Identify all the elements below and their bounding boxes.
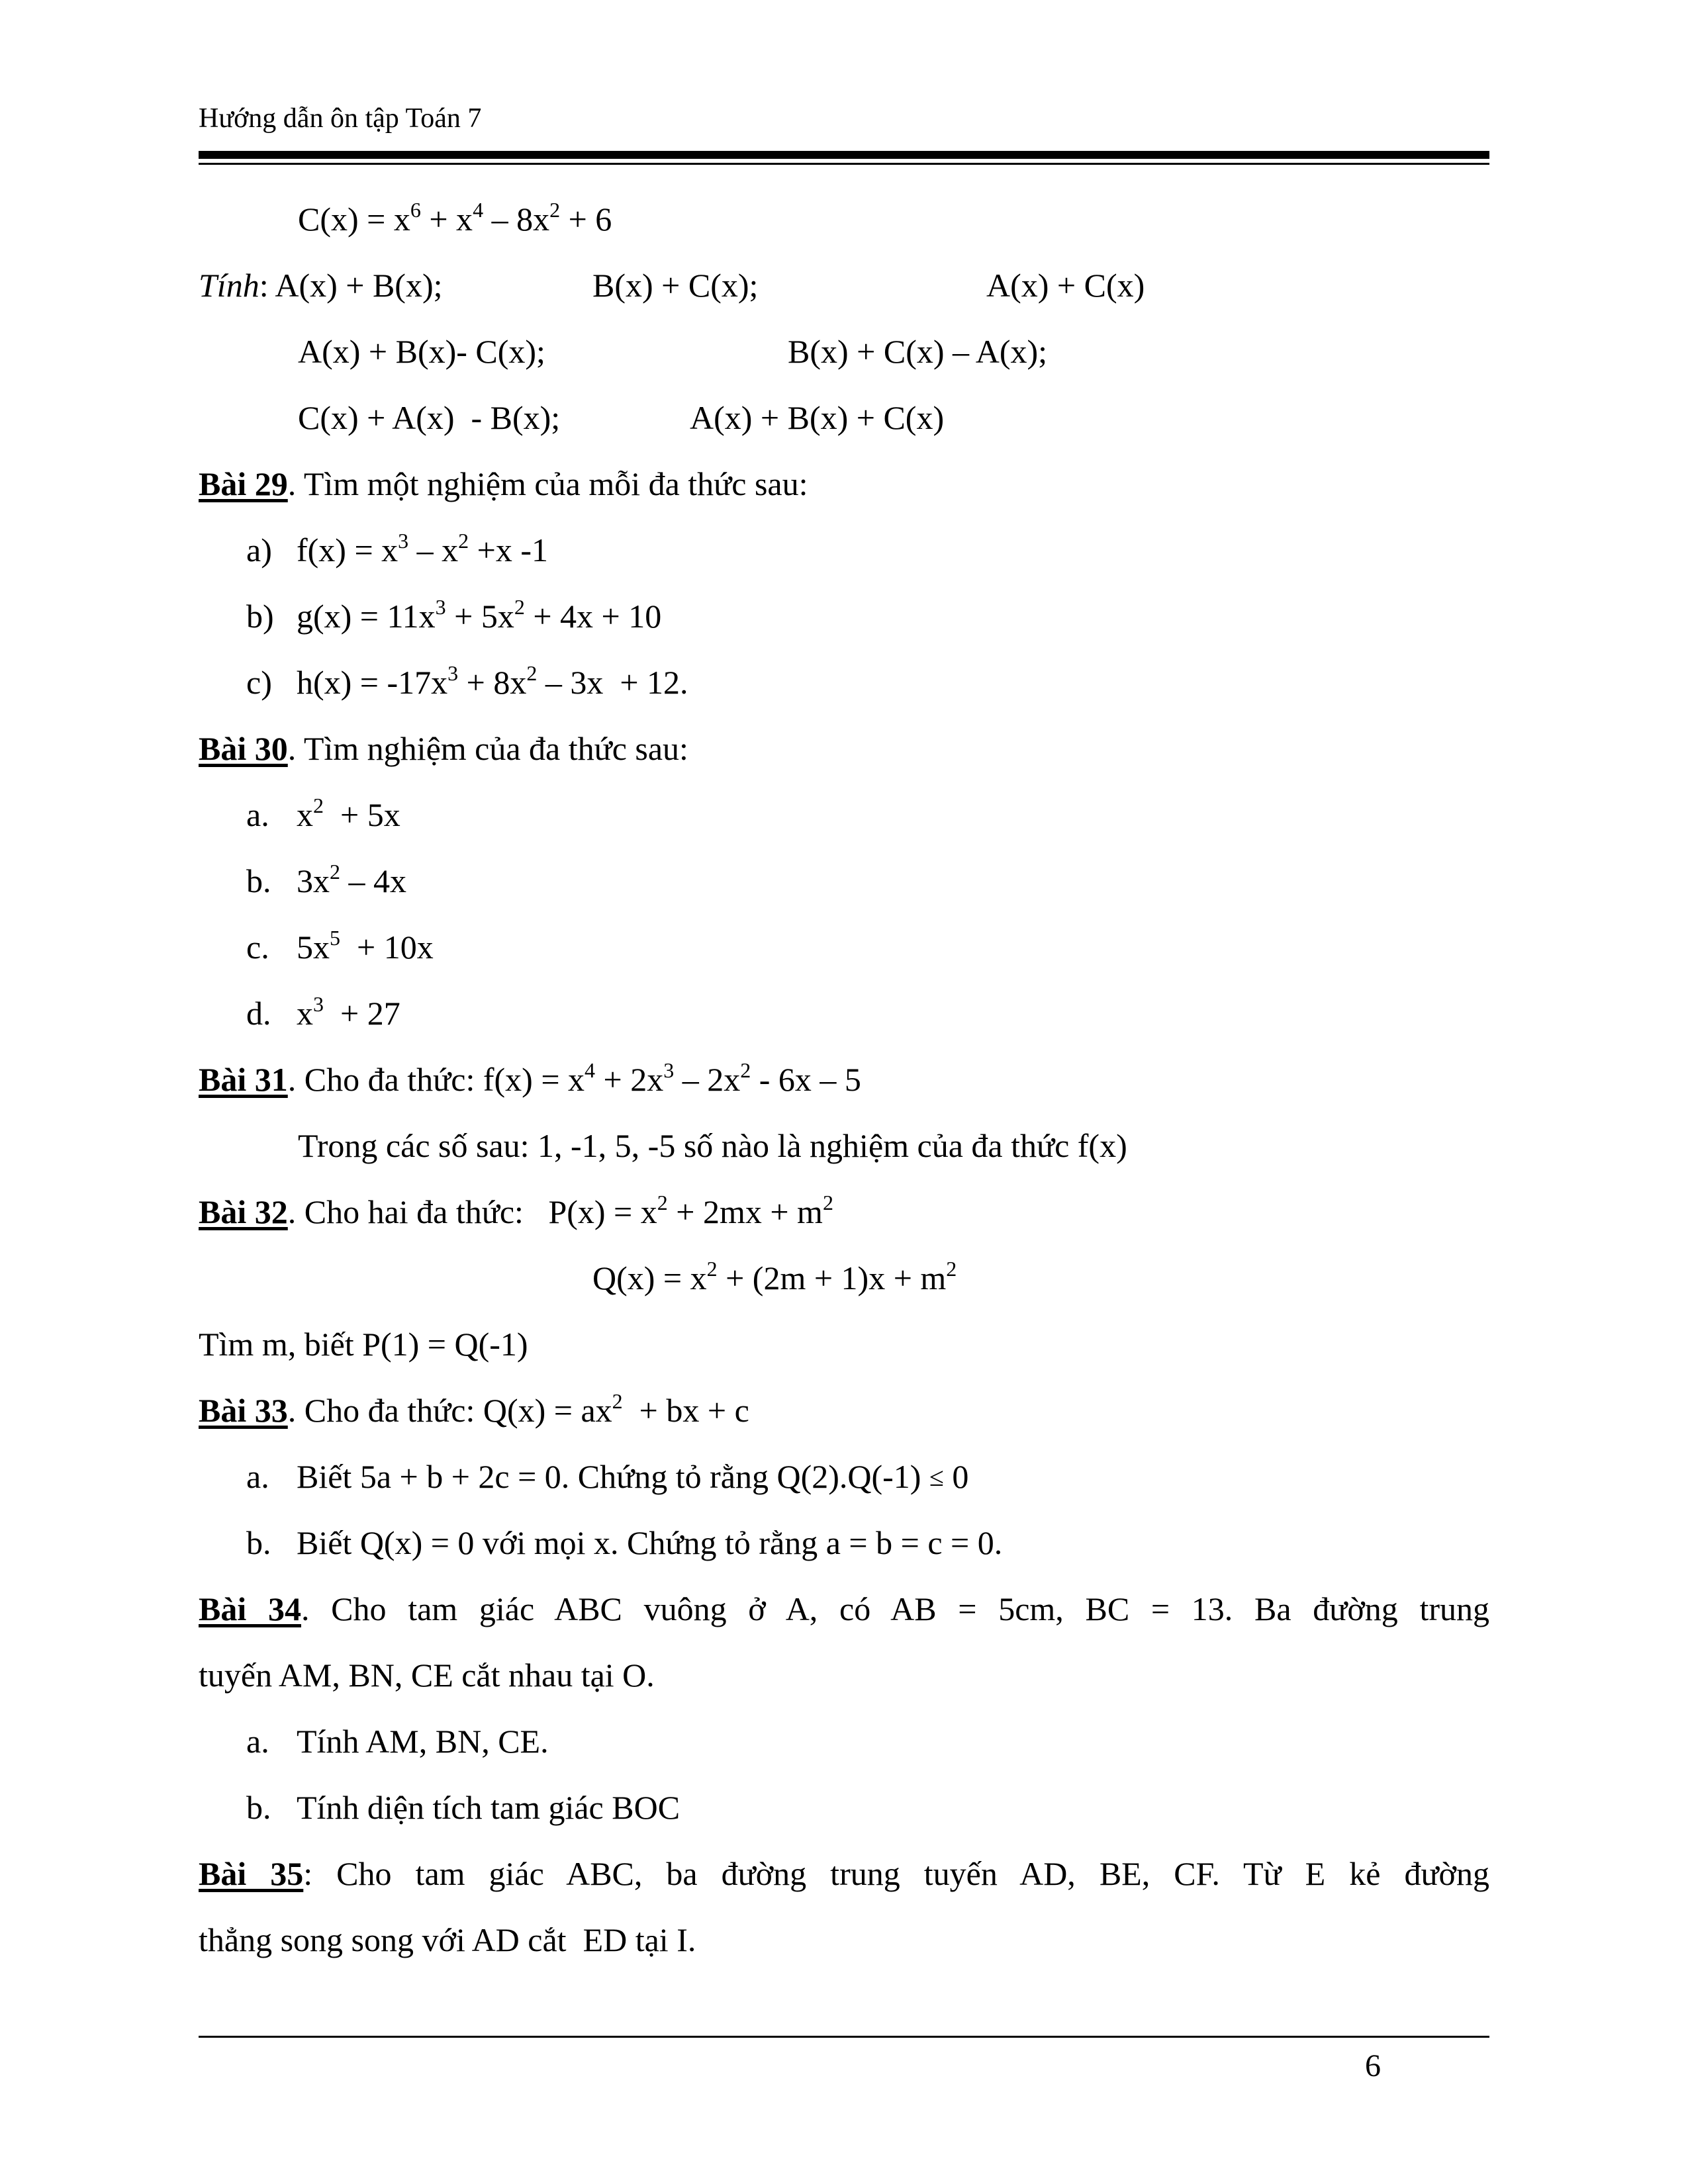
bai-33-item-b-marker: b. <box>246 1524 271 1561</box>
footer-rule <box>199 2036 1489 2038</box>
page-header-title: Hướng dẫn ôn tập Toán 7 <box>199 103 482 134</box>
bai-29-item-b: $g(x) = 11x^3 + 5x^2 + 4x + 10$ <box>297 595 662 635</box>
header-rule-thick <box>199 151 1489 159</box>
bai-34-heading: Bài 34. Cho tam giác ABC vuông ở A, có AB = 5cm, BC = 13. Ba đường trung <box>199 1590 1489 1627</box>
bai-30-item-a-marker: a. <box>246 796 269 833</box>
cx-definition: $C(x) = x^6 + x^4 - 8x^2 + 6$ <box>298 198 612 238</box>
bai-29-item-a-marker: a) <box>246 531 272 569</box>
bai-34-item-b: Tính diện tích tam giác BOC <box>297 1789 680 1826</box>
bai-34-continuation: tuyến AM, BN, CE cắt nhau tại O. <box>199 1657 655 1694</box>
bai-34-item-a-marker: a. <box>246 1723 269 1760</box>
tinh-line-1: Tính: A(x) + B(x); <box>199 267 443 304</box>
tinh-line-3-col2: A(x) + B(x) + C(x) <box>690 399 945 436</box>
bai-30-item-c: $5x^5 + 10x$ <box>297 926 434 966</box>
bai-29-item-c: $h(x) = -17x^3 + 8x^2 - 3x + 12$. <box>297 661 688 701</box>
bai-33-item-b: Biết Q(x) = 0 với mọi x. Chứng tỏ rằng a = b = c = 0. <box>297 1524 1003 1561</box>
bai-34-item-a: Tính AM, BN, CE. <box>297 1723 549 1760</box>
bai-32-question: Tìm m, biết P(1) = Q(-1) <box>199 1326 528 1363</box>
bai-29-heading: Bài 29. Tìm một nghiệm của mỗi đa thức sau: <box>199 465 808 502</box>
bai-33-item-a: Biết 5a + b + 2c = 0. Chứng tỏ rằng Q(2).Q(-1) ≤ 0 <box>297 1458 969 1495</box>
bai-32-heading: Bài 32. Cho hai đa thức: $P(x) = x^2 + 2mx + m^2$ <box>199 1191 833 1230</box>
bai-30-heading: Bài 30. Tìm nghiệm của đa thức sau: <box>199 730 688 767</box>
bai-30-item-d-marker: d. <box>246 995 271 1032</box>
tinh-line-1-col2: B(x) + C(x); <box>592 267 759 304</box>
page-number: 6 <box>1365 2048 1381 2083</box>
bai-30-item-d: $x^3 + 27$ <box>297 992 400 1032</box>
tinh-line-2-col1: A(x) + B(x)- C(x); <box>298 333 545 370</box>
bai-34-item-b-marker: b. <box>246 1789 271 1826</box>
bai-33-heading: Bài 33. Cho đa thức: $Q(x) = ax^2$ + bx + c <box>199 1389 749 1429</box>
bai-32-q-polynomial: $Q(x) = x^2 + (2m + 1)x + m^2$ <box>592 1257 957 1297</box>
bai-30-item-b-marker: b. <box>246 862 271 899</box>
bai-35-continuation: thẳng song song với AD cắt ED tại I. <box>199 1921 696 1958</box>
tinh-line-1-col3: A(x) + C(x) <box>986 267 1145 304</box>
bai-29-item-b-marker: b) <box>246 598 274 635</box>
header-rule-thin <box>199 163 1489 165</box>
bai-35-heading: Bài 35: Cho tam giác ABC, ba đường trung tuyến AD, BE, CF. Từ E kẻ đường <box>199 1855 1489 1892</box>
tinh-line-3-col1: C(x) + A(x) - B(x); <box>298 399 561 436</box>
bai-29-item-c-marker: c) <box>246 664 272 701</box>
bai-29-item-a: $f(x) = x^3 - x^2 +x$ -1 <box>297 529 549 569</box>
bai-31-heading: Bài 31. Cho đa thức: $f(x) = x^4 + 2x^3 - 2x^2 - 6x - 5$ <box>199 1058 861 1098</box>
bai-33-item-a-marker: a. <box>246 1458 269 1495</box>
bai-31-question: Trong các số sau: 1, -1, 5, -5 số nào là nghiệm của đa thức f(x) <box>298 1127 1127 1164</box>
bai-30-item-a: $x^2 + 5x$ <box>297 794 400 833</box>
bai-30-item-b: $3x^2 - 4x$ <box>297 860 406 899</box>
tinh-line-2-col2: B(x) + C(x) – A(x); <box>788 333 1048 370</box>
bai-30-item-c-marker: c. <box>246 929 269 966</box>
